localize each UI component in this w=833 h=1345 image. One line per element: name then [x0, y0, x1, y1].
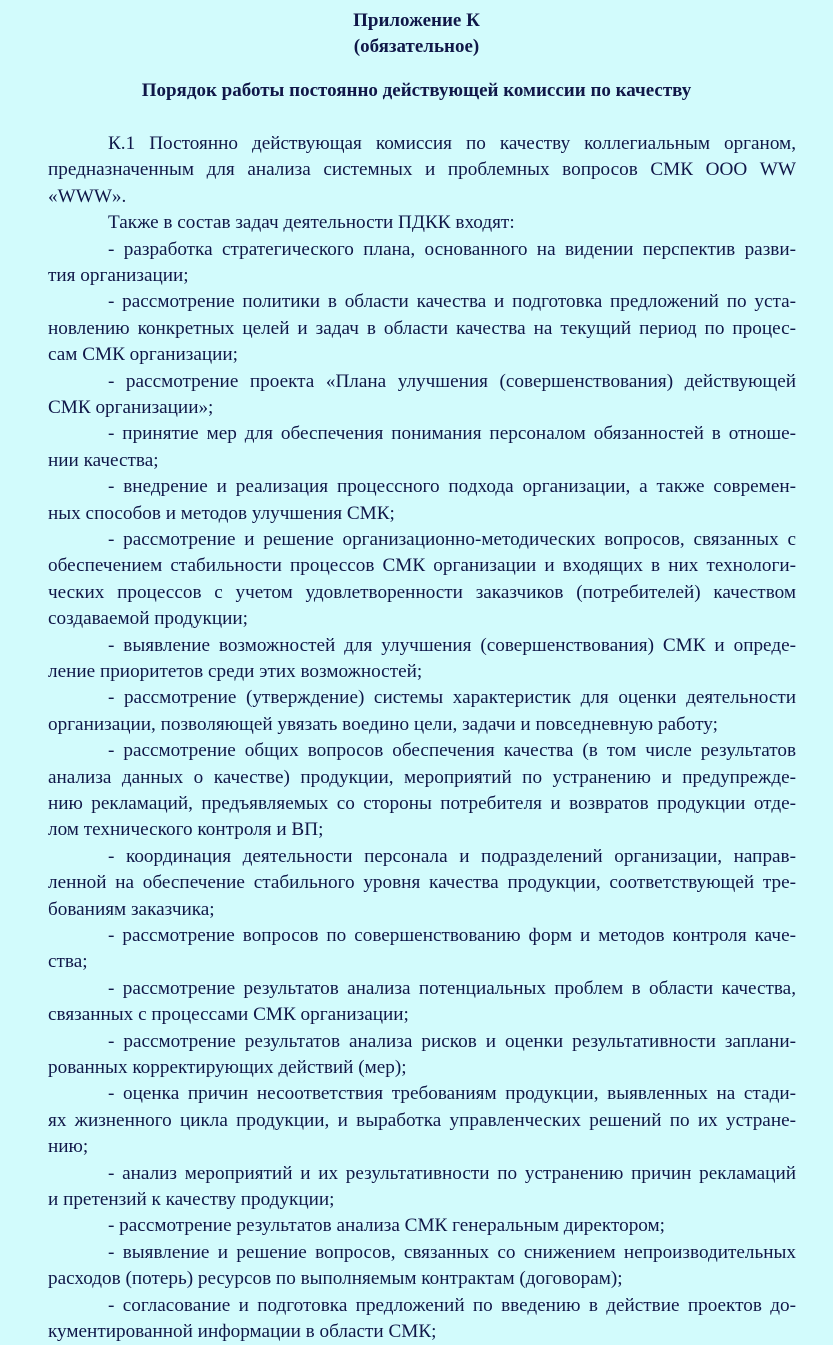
paragraph-first-line: - рассмотрение проекта «Плана улучшения (совершенствования) действующей — [108, 370, 796, 392]
paragraph-line: нию; — [48, 1136, 89, 1158]
paragraph-first-line: - разработка стратегического плана, основанного на видении перспектив разви- — [108, 238, 796, 260]
paragraph-first-line: - координация деятельности персонала и подразделений организации, направ- — [108, 845, 796, 867]
paragraph-line: создаваемой продукции; — [48, 608, 248, 630]
paragraph-first-line: - внедрение и реализация процессного подхода организации, а также современ- — [108, 476, 796, 498]
paragraph-first-line: - рассмотрение общих вопросов обеспечения качества (в том числе результатов — [108, 740, 796, 762]
paragraph-first-line: - согласование и подготовка предложений по введению в действие проектов до- — [108, 1294, 796, 1316]
paragraph-first-line: - принятие мер для обеспечения понимания персоналом обязанностей в отноше- — [108, 423, 796, 445]
paragraph-line: связанных с процессами СМК организации; — [48, 1004, 409, 1026]
paragraph-first-line: - рассмотрение (утверждение) системы характеристик для оценки деятельности — [108, 687, 796, 709]
paragraph-line: «WWW». — [48, 185, 127, 207]
paragraph-line: обеспечением стабильности процессов СМК организации и входящих в них технологи- — [48, 555, 796, 577]
paragraph-first-line: К.1 Постоянно действующая комиссия по качеству коллегиальным органом, — [108, 133, 796, 154]
paragraph-line: СМК организации»; — [48, 397, 214, 418]
paragraph-line: ства; — [48, 951, 88, 973]
paragraph-line: новлению конкретных целей и задач в области качества на текущий период по процес- — [48, 317, 796, 339]
paragraph-line: анализа данных о качестве) продукции, мероприятий по устранению и предупрежде- — [48, 766, 796, 788]
paragraph-first-line: Также в состав задач деятельности ПДКК входят: — [108, 212, 515, 234]
section-title: Порядок работы постоянно действующей комиссии по качеству — [141, 80, 692, 101]
paragraph-first-line: - рассмотрение результатов анализа СМК генеральным директором; — [108, 1215, 665, 1237]
paragraph-line: ях жизненного цикла продукции, и выработка управленческих решений по их устране- — [48, 1109, 796, 1131]
paragraph-first-line: - рассмотрение и решение организационно-методических вопросов, связанных с — [108, 529, 796, 550]
appendix-label: Приложение К — [353, 10, 480, 31]
paragraph-line: предназначенным для анализа системных и проблемных вопросов СМК ООО WW — [48, 159, 796, 181]
paragraph-first-line: - оценка причин несоответствия требованиям продукции, выявленных на стади- — [108, 1083, 796, 1105]
paragraph-first-line: - рассмотрение вопросов по совершенствованию форм и методов контроля каче- — [108, 925, 796, 946]
paragraph-first-line: - рассмотрение результатов анализа рисков и оценки результативности заплани- — [108, 1030, 796, 1052]
paragraph-first-line: - рассмотрение политики в области качества и подготовка предложений по уста- — [108, 291, 796, 313]
appendix-type: (обязательное) — [353, 36, 480, 57]
paragraph-line: ление приоритетов среди этих возможностей; — [48, 661, 423, 682]
paragraph-line: расходов (потерь) ресурсов по выполняемым контрактам (договорам); — [48, 1268, 623, 1290]
paragraph-line: нию рекламаций, предъявляемых со стороны потребителя и возвратов продукции отде- — [48, 793, 796, 814]
paragraph-line: рованных корректирующих действий (мер); — [48, 1057, 407, 1078]
paragraph-line: и претензий к качеству продукции; — [48, 1189, 335, 1210]
paragraph-line: ческих процессов с учетом удовлетворенности заказчиков (потребителей) качеством — [48, 581, 796, 603]
paragraph-first-line: - рассмотрение результатов анализа потенциальных проблем в области качества, — [108, 977, 796, 999]
paragraph-line: лом технического контроля и ВП; — [48, 819, 324, 841]
paragraph-line: нии качества; — [48, 449, 159, 471]
paragraph-line: ных способов и методов улучшения СМК; — [48, 502, 395, 524]
paragraph-line: тия организации; — [48, 265, 189, 286]
paragraph-line: кументированной информации в области СМК; — [48, 1321, 437, 1342]
paragraph-first-line: - анализ мероприятий и их результативности по устранению причин рекламаций — [108, 1162, 796, 1184]
paragraph-line: бованиям заказчика; — [48, 898, 215, 920]
paragraph-line: сам СМК организации; — [48, 344, 239, 366]
paragraph-first-line: - выявление возможностей для улучшения (совершенствования) СМК и опреде- — [108, 634, 796, 656]
paragraph-first-line: - выявление и решение вопросов, связанных со снижением непроизводительных — [108, 1241, 796, 1263]
paragraph-line: ленной на обеспечение стабильного уровня качества продукции, соответствующей тре- — [48, 872, 796, 894]
paragraph-line: организации, позволяющей увязать воедино цели, задачи и повседневную работу; — [48, 713, 718, 735]
